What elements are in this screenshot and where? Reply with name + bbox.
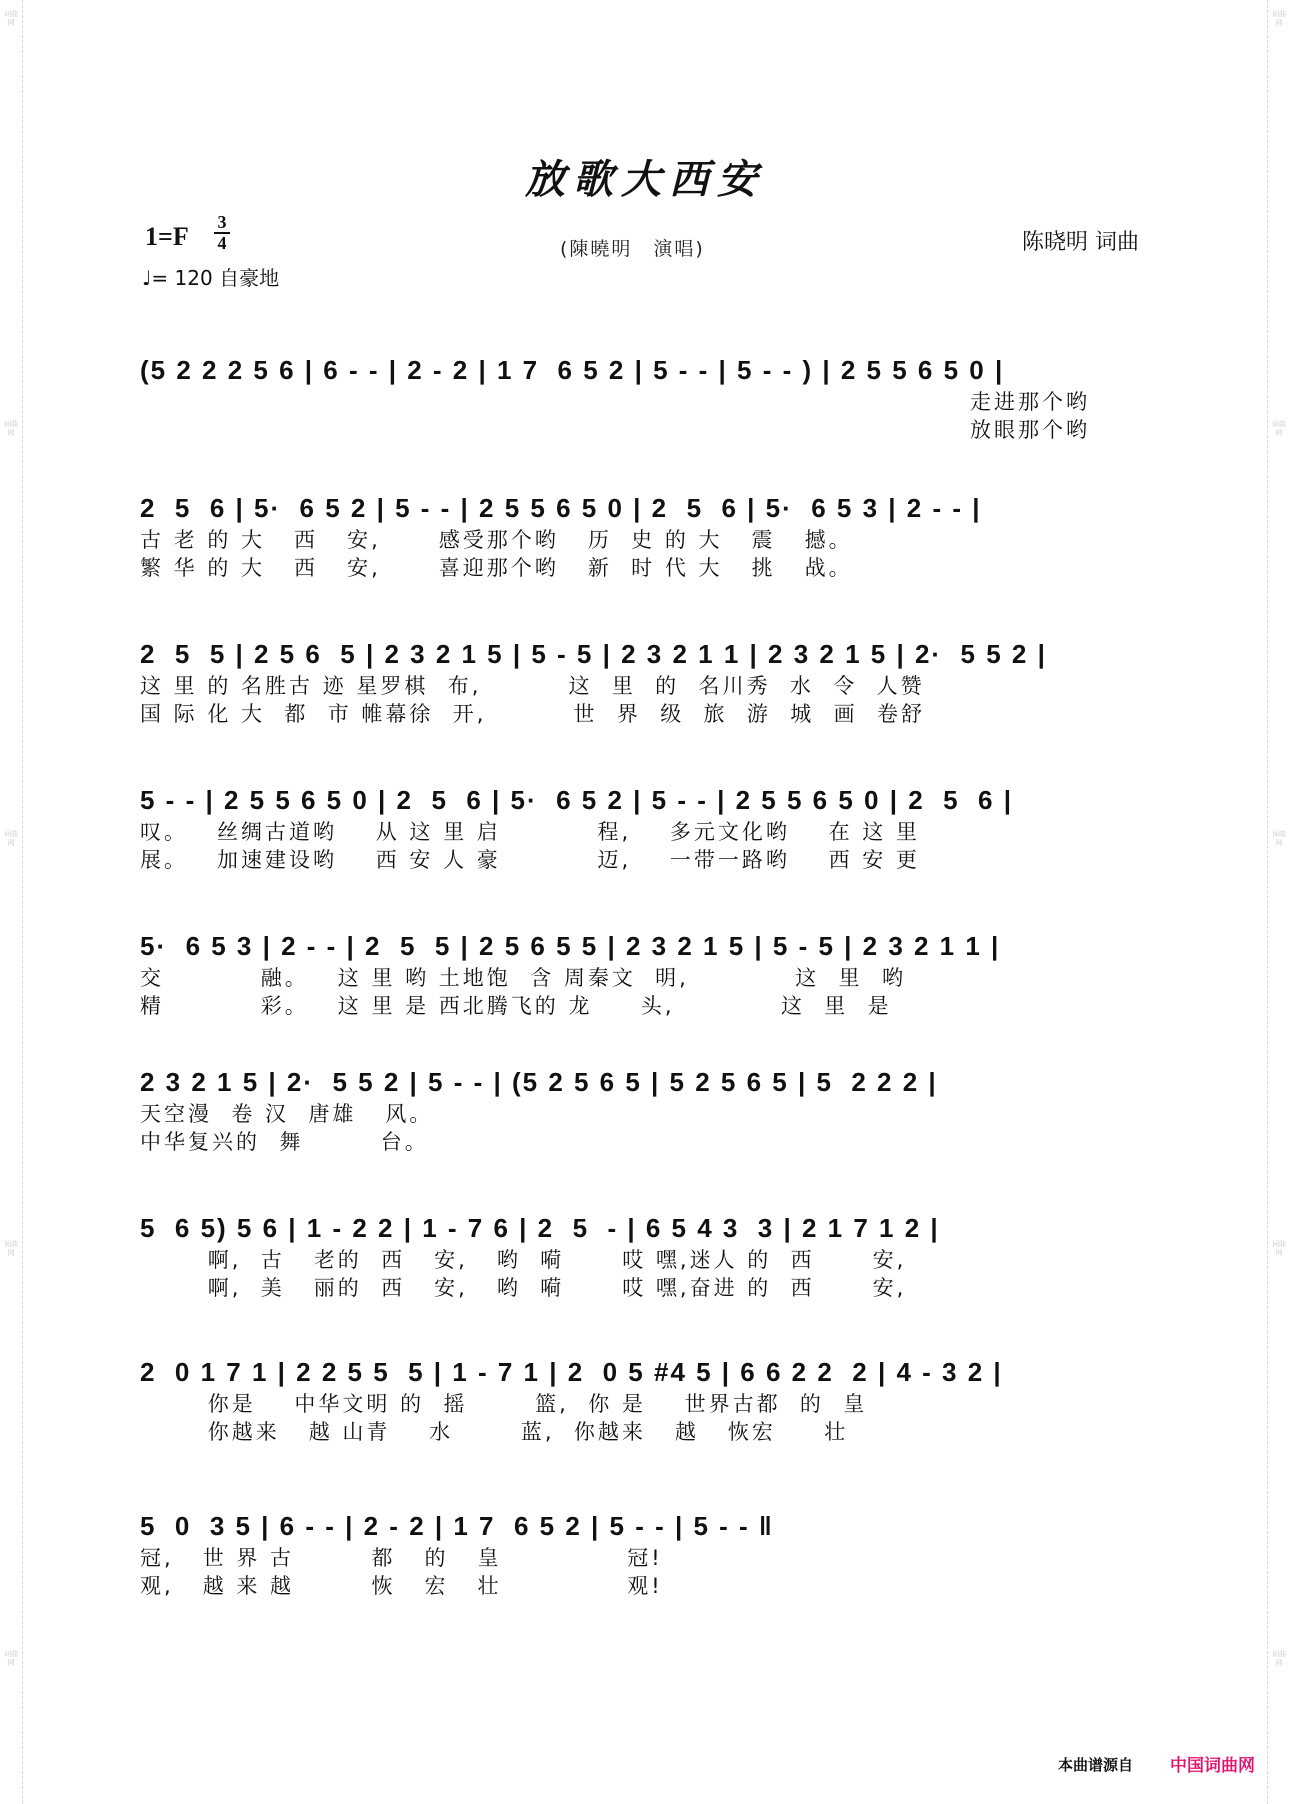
lyric-line-2: 展。 加速建设哟 西 安 人 豪 迈, 一带一路哟 西 安 更 <box>140 848 920 872</box>
score-row <box>140 1508 1150 1600</box>
lyric-line-2: 繁 华 的 大 西 安, 喜迎那个哟 新 时 代 大 挑 战。 <box>140 556 853 580</box>
watermark-text: 词曲网 <box>4 1240 18 1257</box>
lyric-line-2: 精 彩。 这 里 是 西北腾飞的 龙 头, 这 里 是 <box>140 994 892 1018</box>
watermark-text: 词曲网 <box>1272 420 1286 437</box>
notation-line: 2 3 2 1 5 | 2· 5 5 2 | 5 - - | (5 2 5 6 5 | 5 2 5 6 5 | 5 2 2 2 | <box>140 1067 938 1097</box>
score-row <box>140 1210 1150 1302</box>
watermark-text: 词曲网 <box>1272 830 1286 847</box>
meter-bottom: 4 <box>217 233 227 253</box>
watermark-text: 词曲网 <box>4 830 18 847</box>
lyric-line-1: 这 里 的 名胜古 迹 星罗棋 布, 这 里 的 名川秀 水 令 人赞 <box>140 674 925 698</box>
singer-credit: (陳曉明 演唱) <box>560 238 705 260</box>
watermark-text: 词曲网 <box>1272 1650 1286 1667</box>
footer-source-label: 本曲谱源自 <box>1058 1756 1134 1774</box>
watermark-text: 词曲网 <box>4 1650 18 1667</box>
notation-line: (5 2 2 2 5 6 | 6 - - | 2 - 2 | 1 7 6 5 2 | 5 - - | 5 - - ) | 2 5 5 6 5 0 | <box>140 355 1005 385</box>
lyric-line-2: 中华复兴的 舞 台。 <box>140 1130 429 1154</box>
lyric-line-1: 你是 中华文明 的 摇 篮, 你 是 世界古都 的 皇 <box>140 1392 868 1416</box>
right-watermark-strip <box>1267 0 1290 1804</box>
score-row <box>140 636 1150 728</box>
watermark-text: 词曲网 <box>4 10 18 27</box>
notation-line: 5 - - | 2 5 5 6 5 0 | 2 5 6 | 5· 6 5 2 | 5 - - | 2 5 5 6 5 0 | 2 5 6 | <box>140 785 1013 815</box>
lyric-line-2: 观, 越 来 越 恢 宏 壮 观! <box>140 1574 663 1598</box>
lyric-line-1: 啊, 古 老的 西 安, 哟 嗬 哎 嘿,迷人 的 西 安, <box>140 1248 907 1272</box>
lyric-line-1: 走进那个哟 <box>970 390 1090 414</box>
composer-credit: 陈晓明 词曲 <box>1022 230 1139 255</box>
watermark-text: 词曲网 <box>1272 10 1286 27</box>
notation-line: 2 0 1 7 1 | 2 2 5 5 5 | 1 - 7 1 | 2 0 5 #4 5 | 6 6 2 2 2 | 4 - 3 2 | <box>140 1357 1003 1387</box>
lyric-line-1: 叹。 丝绸古道哟 从 这 里 启 程, 多元文化哟 在 这 里 <box>140 820 920 844</box>
score-row <box>140 1064 1150 1156</box>
lyric-line-1: 交 融。 这 里 哟 土地饱 含 周秦文 明, 这 里 哟 <box>140 966 906 990</box>
notation-line: 5 6 5) 5 6 | 1 - 2 2 | 1 - 7 6 | 2 5 - | 6 5 4 3 3 | 2 1 7 1 2 | <box>140 1213 940 1243</box>
lyric-line-2: 你越来 越 山青 水 蓝, 你越来 越 恢宏 壮 <box>140 1420 849 1444</box>
notation-line: 2 5 5 | 2 5 6 5 | 2 3 2 1 5 | 5 - 5 | 2 3 2 1 1 | 2 3 2 1 5 | 2· 5 5 2 | <box>140 639 1047 669</box>
score-row <box>140 1354 1150 1446</box>
song-title: 放歌大西安 <box>525 156 765 203</box>
watermark-text: 词曲网 <box>1272 1240 1286 1257</box>
score-row <box>140 352 1150 444</box>
notation-line: 2 5 6 | 5· 6 5 2 | 5 - - | 2 5 5 6 5 0 | 2 5 6 | 5· 6 5 3 | 2 - - | <box>140 493 982 523</box>
footer-site-link[interactable]: 中国词曲网 <box>1170 1756 1255 1776</box>
lyric-line-2: 国 际 化 大 都 市 帷幕徐 开, 世 界 级 旅 游 城 画 卷舒 <box>140 702 925 726</box>
lyric-line-2: 啊, 美 丽的 西 安, 哟 嗬 哎 嘿,奋进 的 西 安, <box>140 1276 907 1300</box>
score-row <box>140 490 1150 582</box>
score-row <box>140 928 1150 1020</box>
notation-line: 5· 6 5 3 | 2 - - | 2 5 5 | 2 5 6 5 5 | 2 3 2 1 5 | 5 - 5 | 2 3 2 1 1 | <box>140 931 1001 961</box>
tempo-marking: ♩= 120 自豪地 <box>142 266 280 290</box>
score-row <box>140 782 1150 874</box>
lyric-line-1: 古 老 的 大 西 安, 感受那个哟 历 史 的 大 震 撼。 <box>140 528 853 552</box>
meter-top: 3 <box>217 212 227 232</box>
time-signature <box>214 214 230 252</box>
watermark-text: 词曲网 <box>4 420 18 437</box>
left-watermark-strip <box>0 0 23 1804</box>
key-signature: 1=F <box>145 222 189 251</box>
notation-line: 5 0 3 5 | 6 - - | 2 - 2 | 1 7 6 5 2 | 5 - - | 5 - - ‖ <box>140 1511 774 1541</box>
lyric-line-1: 天空漫 卷 汉 唐雄 风。 <box>140 1102 434 1126</box>
lyric-line-1: 冠, 世 界 古 都 的 皇 冠! <box>140 1546 663 1570</box>
lyric-line-2: 放眼那个哟 <box>970 418 1090 442</box>
